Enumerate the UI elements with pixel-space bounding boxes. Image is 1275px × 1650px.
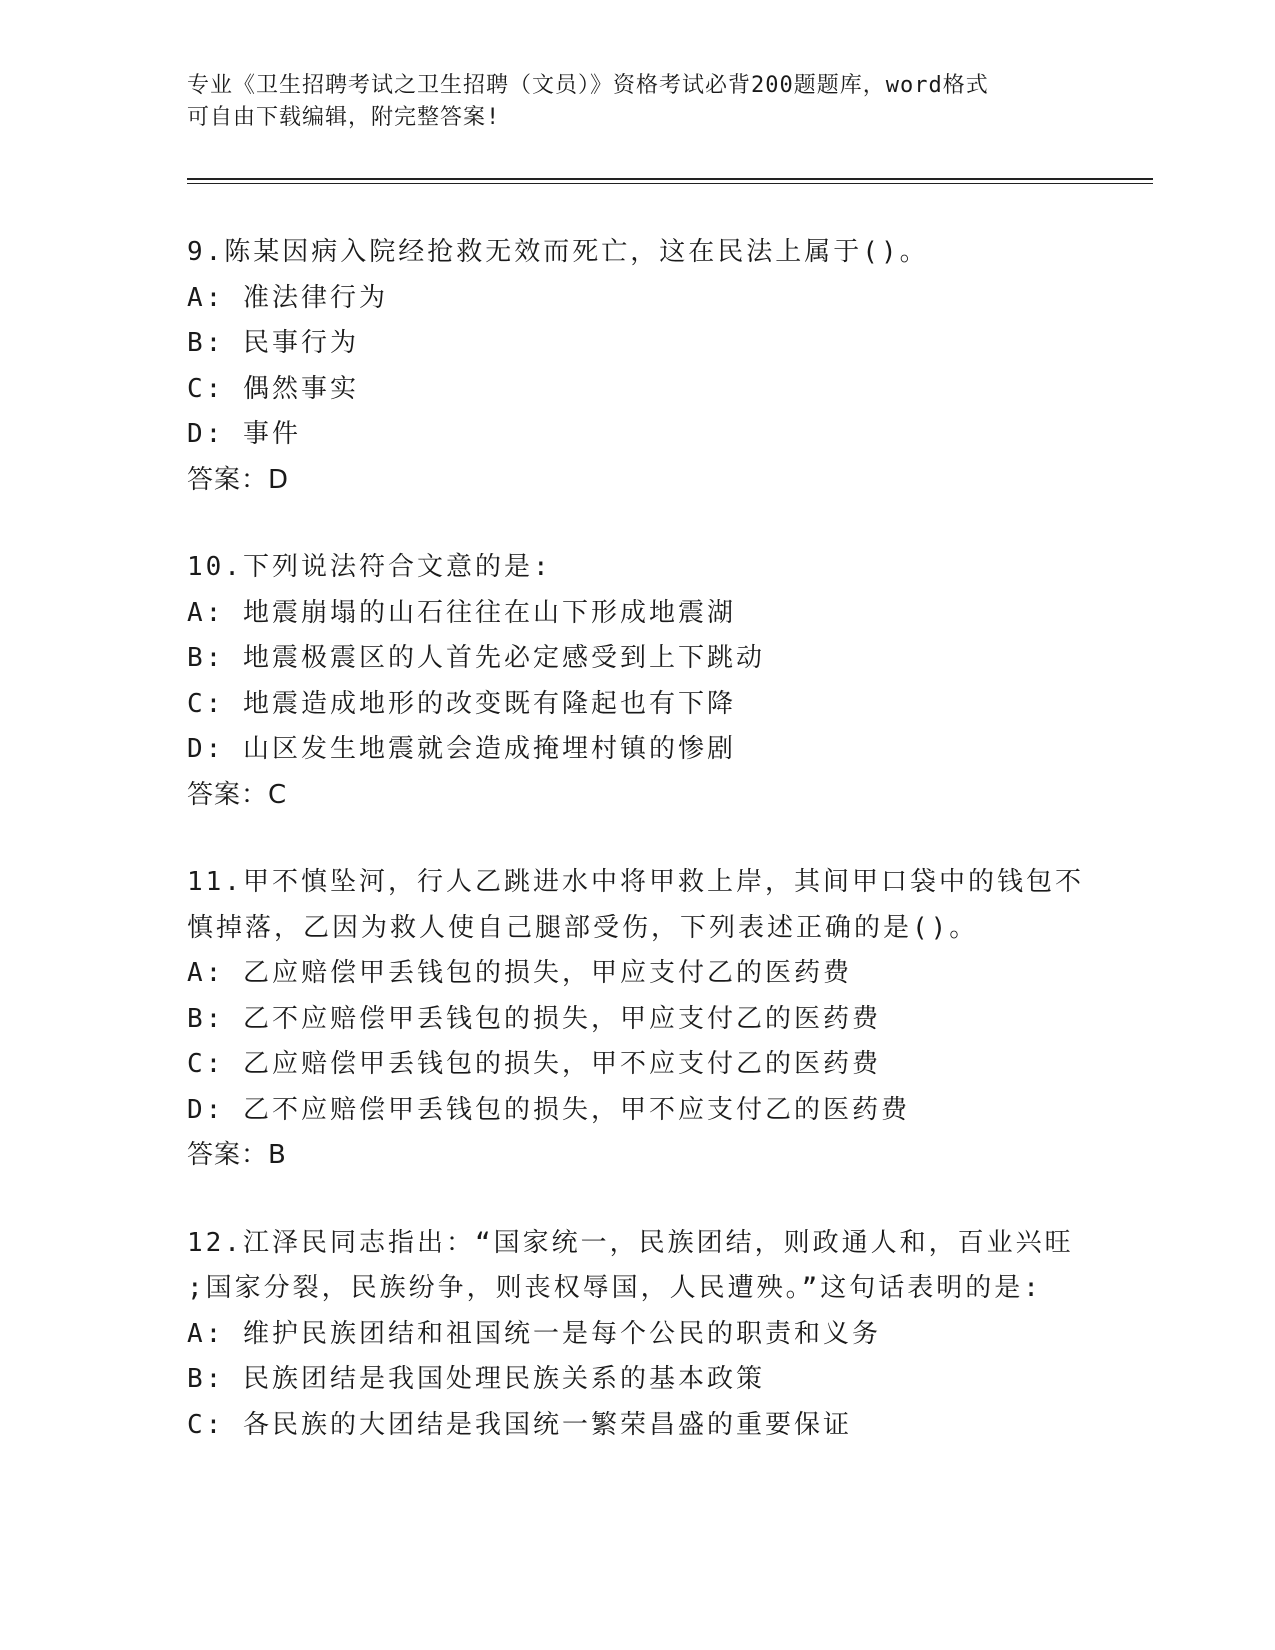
question-10 (187, 545, 1087, 818)
answer: 答案：D (187, 464, 290, 495)
question-11 (187, 860, 1087, 1179)
option-a: A: 维护民族团结和祖国统一是每个公民的职责和义务 (187, 1318, 881, 1349)
option-c: C: 乙应赔偿甲丢钱包的损失，甲不应支付乙的医药费 (187, 1049, 881, 1079)
option-b: B: 地震极震区的人首先必定感受到上下跳动 (187, 643, 765, 673)
option-a: A: 乙应赔偿甲丢钱包的损失，甲应支付乙的医药费 (187, 958, 852, 988)
option-a: A: 地震崩塌的山石往往在山下形成地震湖 (187, 597, 736, 628)
document-header (187, 70, 1087, 134)
header-rule-thin (187, 183, 1153, 184)
question-stem: 9.陈某因病入院经抢救无效而死亡，这在民法上属于()。 (187, 237, 929, 267)
option-b: B: 民族团结是我国处理民族关系的基本政策 (187, 1364, 765, 1394)
header-line-2: 可自由下载编辑，附完整答案! (187, 105, 501, 130)
question-stem: 10.下列说法符合文意的是: (187, 552, 552, 582)
question-list (187, 230, 1087, 1490)
option-b: B: 民事行为 (187, 328, 359, 358)
option-b: B: 乙不应赔偿甲丢钱包的损失，甲应支付乙的医药费 (187, 1003, 881, 1034)
question-9 (187, 230, 1087, 503)
option-c: C: 偶然事实 (187, 373, 359, 404)
option-c: C: 各民族的大团结是我国统一繁荣昌盛的重要保证 (187, 1409, 852, 1440)
header-rule-thick (187, 178, 1153, 180)
question-stem-line-1: 11.甲不慎坠河，行人乙跳进水中将甲救上岸，其间甲口袋中的钱包不 (187, 867, 1084, 897)
answer: 答案：C (187, 779, 288, 810)
option-c: C: 地震造成地形的改变既有隆起也有下降 (187, 688, 736, 719)
option-d: D: 事件 (187, 419, 301, 449)
question-stem-line-2: ;国家分裂，民族纷争，则丧权辱国，人民遭殃。”这句话表明的是: (187, 1273, 1042, 1303)
option-d: D: 乙不应赔偿甲丢钱包的损失，甲不应支付乙的医药费 (187, 1094, 910, 1125)
option-a: A: 准法律行为 (187, 282, 388, 313)
header-line-1: 专业《卫生招聘考试之卫生招聘（文员）》资格考试必背200题题库，word格式 (187, 73, 989, 98)
question-stem-line-2: 慎掉落，乙因为救人使自己腿部受伤，下列表述正确的是()。 (187, 912, 979, 943)
question-12 (187, 1221, 1087, 1449)
option-d: D: 山区发生地震就会造成掩埋村镇的惨剧 (187, 734, 736, 764)
answer: 答案：B (187, 1140, 287, 1170)
question-stem-line-1: 12.江泽民同志指出：“国家统一，民族团结，则政通人和，百业兴旺 (187, 1227, 1074, 1258)
